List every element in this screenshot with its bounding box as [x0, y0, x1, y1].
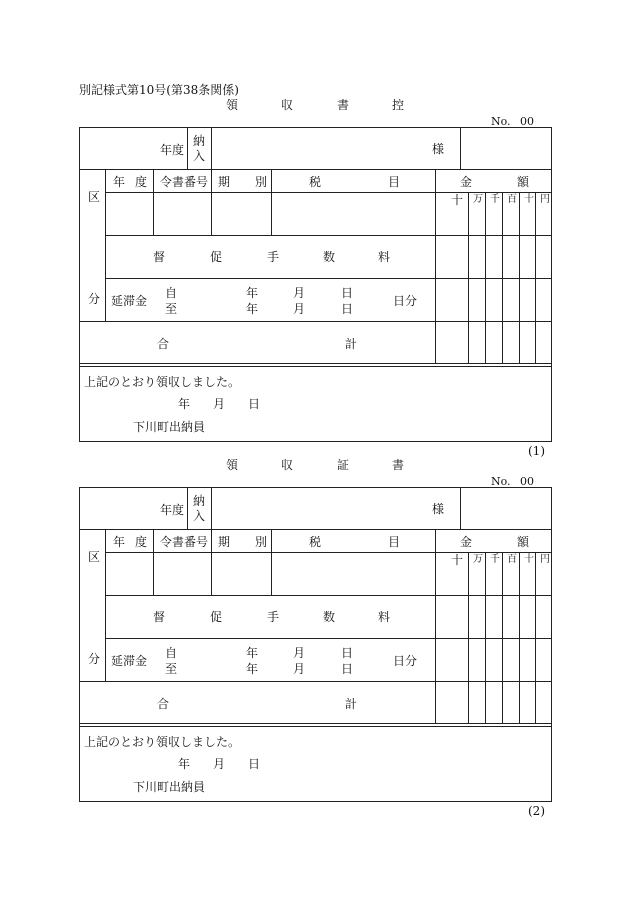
col-header-tax-item: 目: [388, 175, 401, 189]
col-header-order-number: 令書番号: [160, 175, 209, 189]
dunning-fee-char: 料: [378, 250, 391, 264]
title-char: 領: [226, 458, 239, 472]
date-year-label: 年: [246, 646, 259, 660]
dunning-fee-char: 督: [153, 610, 166, 624]
digit-label: 万: [473, 194, 483, 205]
date-month-label: 月: [213, 757, 226, 771]
digit-label: 万: [473, 554, 483, 565]
digit-label: 円: [540, 194, 550, 205]
receipt-statement: 上記のとおり領収しました。: [84, 375, 241, 389]
date-day-label: 日: [341, 646, 354, 660]
col-header-tax-item: 税: [309, 535, 322, 549]
page-mark: (1): [528, 444, 545, 458]
col-header-term: 別: [255, 535, 268, 549]
date-month-label: 月: [293, 646, 306, 660]
number-label: No.: [491, 475, 511, 488]
payer-label-char: 納: [193, 494, 206, 508]
dunning-fee-char: 促: [210, 610, 223, 624]
date-day-label: 日: [341, 286, 354, 300]
total-label-char: 合: [157, 697, 170, 711]
total-label-char: 計: [345, 337, 358, 351]
title-char: 控: [392, 98, 405, 112]
category-label: 分: [88, 292, 101, 306]
date-month-label: 月: [213, 397, 226, 411]
date-day-label: 日: [248, 757, 261, 771]
period-from-label: 自: [165, 646, 178, 660]
date-month-label: 月: [293, 286, 306, 300]
date-month-label: 月: [293, 302, 306, 316]
number-label: No.: [491, 115, 511, 128]
payer-label-char: 入: [193, 149, 206, 163]
clerk-label: 下川町出納員: [133, 420, 206, 434]
title-char: 書: [392, 458, 405, 472]
col-header-term: 期: [218, 175, 231, 189]
digit-label: 百: [507, 554, 517, 565]
date-year-label: 年: [178, 757, 191, 771]
date-day-label: 日: [248, 397, 261, 411]
dunning-fee-char: 数: [323, 250, 336, 264]
digit-label: 百: [507, 194, 517, 205]
days-label: 日分: [393, 654, 418, 668]
period-to-label: 至: [165, 662, 178, 676]
fiscal-year-label: 年度: [160, 143, 185, 157]
late-fee-label: 延滞金: [111, 654, 148, 668]
dunning-fee-char: 手: [267, 610, 280, 624]
page-mark: (2): [528, 804, 545, 818]
col-header-amount: 額: [517, 535, 530, 549]
col-header-term: 期: [218, 535, 231, 549]
honorific-label: 様: [432, 502, 445, 516]
date-year-label: 年: [246, 286, 259, 300]
divider: [79, 169, 552, 170]
category-label: 区: [88, 550, 101, 564]
digit-label: 千: [490, 554, 500, 565]
total-label-char: 合: [157, 337, 170, 351]
dunning-fee-char: 料: [378, 610, 391, 624]
title-char: 領: [226, 98, 239, 112]
form-header-note: 別記様式第10号(第38条関係): [79, 83, 239, 97]
col-header-year: 年: [113, 175, 126, 189]
col-header-tax-item: 税: [309, 175, 322, 189]
col-header-year: 度: [135, 175, 148, 189]
number-value: 00: [520, 115, 534, 128]
dunning-fee-char: 手: [267, 250, 280, 264]
date-month-label: 月: [293, 662, 306, 676]
col-header-term: 別: [255, 175, 268, 189]
digit-label: 十: [451, 553, 464, 567]
col-header-amount: 金: [460, 535, 473, 549]
col-header-year: 度: [135, 535, 148, 549]
category-label: 区: [88, 190, 101, 204]
col-header-order-number: 令書番号: [160, 535, 209, 549]
dunning-fee-char: 督: [153, 250, 166, 264]
period-to-label: 至: [165, 302, 178, 316]
days-label: 日分: [393, 294, 418, 308]
title-char: 書: [337, 98, 350, 112]
date-year-label: 年: [246, 302, 259, 316]
col-header-amount: 金: [460, 175, 473, 189]
receipt-statement: 上記のとおり領収しました。: [84, 735, 241, 749]
dunning-fee-char: 数: [323, 610, 336, 624]
title-char: 収: [281, 458, 294, 472]
fiscal-year-label: 年度: [160, 503, 185, 517]
late-fee-label: 延滞金: [111, 294, 148, 308]
divider: [79, 366, 552, 367]
digit-label: 十: [524, 554, 534, 565]
digit-label: 十: [451, 193, 464, 207]
col-header-amount: 額: [517, 175, 530, 189]
title-char: 証: [337, 458, 350, 472]
date-year-label: 年: [246, 662, 259, 676]
honorific-label: 様: [432, 142, 445, 156]
period-from-label: 自: [165, 286, 178, 300]
total-label-char: 計: [345, 697, 358, 711]
date-year-label: 年: [178, 397, 191, 411]
col-header-tax-item: 目: [388, 535, 401, 549]
payer-label-char: 納: [193, 134, 206, 148]
category-label: 分: [88, 652, 101, 666]
date-day-label: 日: [341, 662, 354, 676]
col-header-year: 年: [113, 535, 126, 549]
title-char: 収: [281, 98, 294, 112]
number-value: 00: [520, 475, 534, 488]
digit-label: 十: [524, 194, 534, 205]
clerk-label: 下川町出納員: [133, 780, 206, 794]
divider: [79, 363, 552, 364]
digit-label: 円: [540, 554, 550, 565]
date-day-label: 日: [341, 302, 354, 316]
dunning-fee-char: 促: [210, 250, 223, 264]
payer-label-char: 入: [193, 509, 206, 523]
digit-label: 千: [490, 194, 500, 205]
